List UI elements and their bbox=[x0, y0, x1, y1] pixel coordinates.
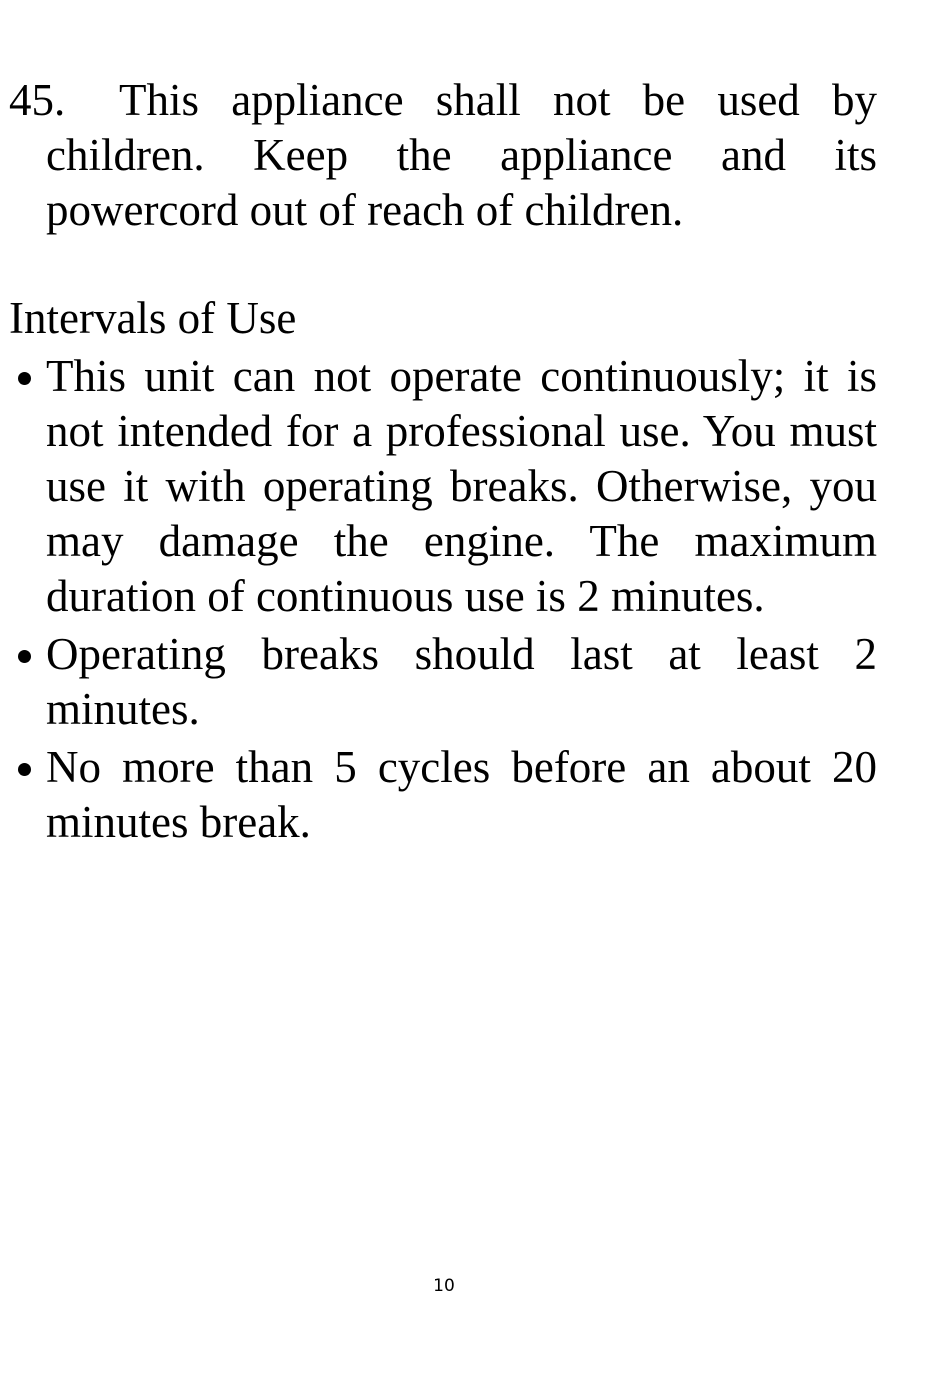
item-text: This appliance shall not be used by children. Keep the appliance and its powercord out of reach of children. bbox=[46, 75, 877, 235]
bullet-text: Operating breaks should last at least 2 minutes. bbox=[46, 629, 877, 734]
section-heading: Intervals of Use bbox=[9, 293, 297, 343]
list-item bbox=[9, 349, 877, 624]
bullet-icon bbox=[18, 650, 31, 663]
item-number: 45. bbox=[9, 75, 66, 125]
bullet-list bbox=[9, 349, 877, 853]
bullet-text: This unit can not operate continuously; it is not intended for a professional use. You must use it with operating breaks. Otherwise, you may damage the engine. The maximum duration of continuous use is 2 minutes. bbox=[46, 351, 877, 621]
list-item bbox=[9, 740, 877, 850]
bullet-icon bbox=[18, 763, 31, 776]
list-item bbox=[9, 627, 877, 737]
bullet-text: No more than 5 cycles before an about 20 minutes break. bbox=[46, 742, 877, 847]
numbered-item-45 bbox=[9, 73, 877, 238]
page-number: 10 bbox=[433, 1276, 455, 1296]
bullet-icon bbox=[18, 372, 31, 385]
